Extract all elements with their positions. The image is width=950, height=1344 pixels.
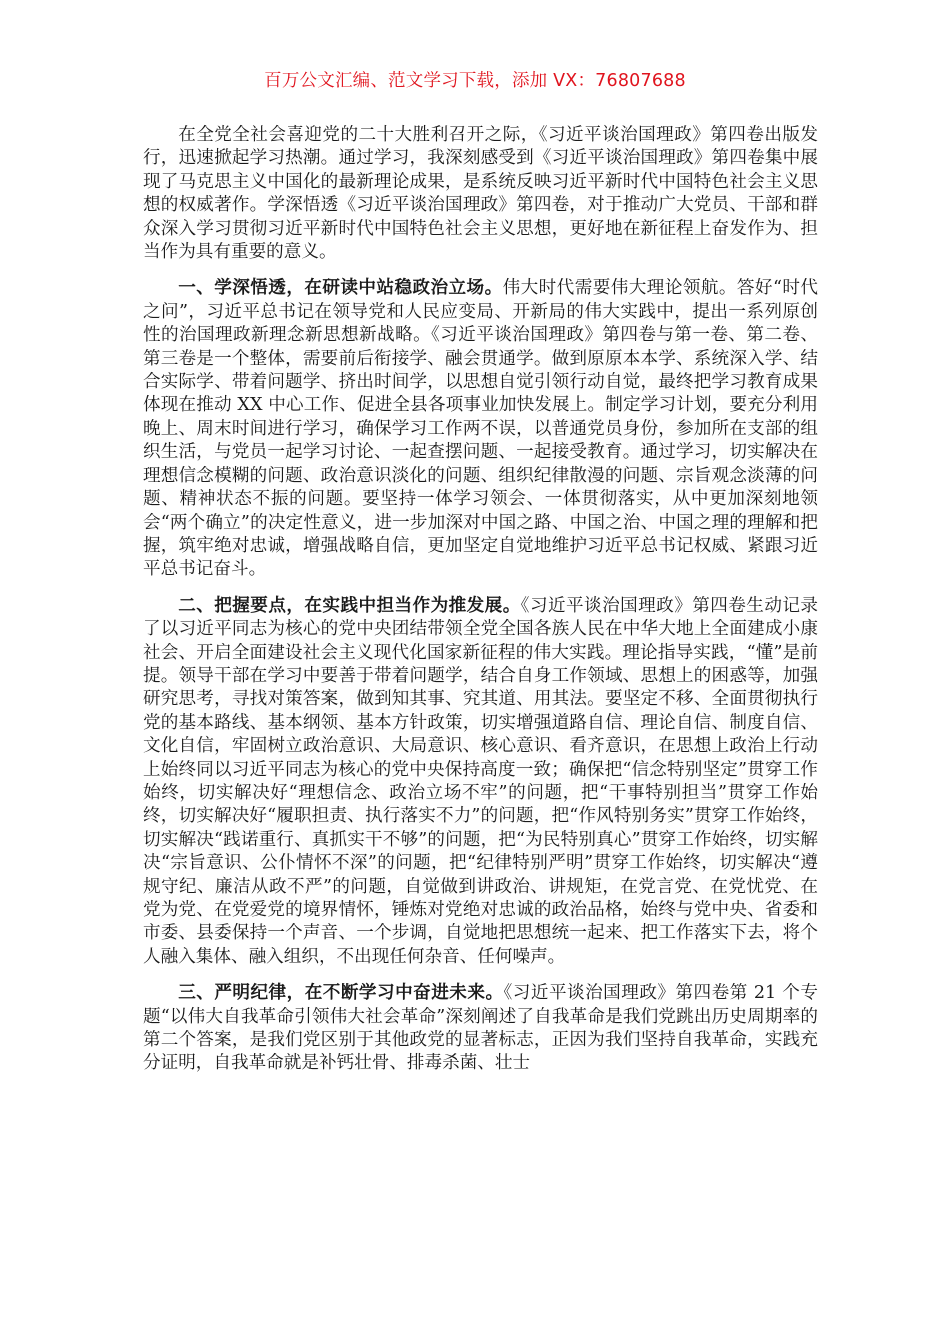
- section-one-paragraph: [143, 276, 818, 581]
- watermark-banner: 百万公文汇编、范文学习下载，添加 VX：76807688: [264, 71, 686, 91]
- section-two-paragraph: [143, 594, 818, 970]
- section-heading: 一、学深悟透，在研读中站稳政治立场。: [178, 277, 503, 299]
- intro-paragraph: [143, 124, 818, 264]
- paragraph-text: 《习近平谈治国理政》第四卷生动记录了以习近平同志为核心的党中央团结带领全党全国各族人民在中华大地上全面建成小康社会、开启全面建设社会主义现代化国家新征程的伟大实践。理论指导实践，“懂”是前提。领导干部在学习中要善于带着问题学，结合自身工作领域、思想上的困惑等，加强研究思考，寻找对策答案，做到知其事、究其道、用其法。要坚定不移、全面贯彻执行党的基本路线、基本纲领、基本方针政策，切实增强道路自信、理论自信、制度自信、文化自信，牢固树立政治意识、大局意识、核心意识、看齐意识，在思想上政治上行动上始终同以习近平同志为核心的党中央保持高度一致；确保把“信念特别坚定”贯穿工作始终，切实解决好“理想信念、政治立场不牢”的问题，把“干事特别担当”贯穿工作始终，切实解决好“履职担责、执行落实不力”的问题，把“作风特别务实”贯穿工作始终，切实解决“践诺重行、真抓实干不够”的问题，把“为民特别真心”贯穿工作始终，切实解决“宗旨意识、公仆情怀不深”的问题，把“纪律特别严明”贯穿工作始终，切实解决“遵规守纪、廉洁从政不严”的问题，自觉做到讲政治、讲规矩，在党言党、在党忧党、在党为党、在党爱党的境界情怀，锤炼对党绝对忠诚的政治品格，始终与党中央、省委和市委、县委保持一个声音、一个步调，自觉地把思想统一起来、把工作落实下去，将个人融入集体、融入组织，不出现任何杂音、任何噪声。: [143, 595, 818, 967]
- section-three-paragraph: [143, 981, 818, 1076]
- paragraph-text: 在全党全社会喜迎党的二十大胜利召开之际，《习近平谈治国理政》第四卷出版发行，迅速掀起学习热潮。通过学习，我深刻感受到《习近平谈治国理政》第四卷集中展现了马克思主义中国化的最新理论成果，是系统反映习近平新时代中国特色社会主义思想的权威著作。学深悟透《习近平谈治国理政》第四卷，对于推动广大党员、干部和群众深入学习贯彻习近平新时代中国特色社会主义思想，更好地在新征程上奋发作为、担当作为具有重要的意义。: [143, 125, 818, 263]
- section-heading: 三、严明纪律，在不断学习中奋进未来。: [178, 982, 504, 1004]
- section-heading: 二、把握要点，在实践中担当作为推发展。: [178, 594, 521, 616]
- paragraph-text: 伟大时代需要伟大理论领航。答好“时代之问”，习近平总书记在领导党和人民应变局、开新局的伟大实践中，提出一系列原创性的治国理政新理念新思想新战略。《习近平谈治国理政》第四卷与第一卷、第二卷、第三卷是一个整体，需要前后衔接学、融会贯通学。做到原原本本学、系统深入学、结合实际学、带着问题学、挤出时间学，以思想自觉引领行动自觉，最终把学习教育成果体现在推动 XX 中心工作、促进全县各项事业加快发展上。制定学习计划，要充分利用晚上、周末时间进行学习，确保学习工作两不误，以普通党员身份，参加所在支部的组织生活，与党员一起学习讨论、一起查摆问题、一起接受教育。通过学习，切实解决在理想信念模糊的问题、政治意识淡化的问题、组织纪律散漫的问题、宗旨观念淡薄的问题、精神状态不振的问题。要坚持一体学习领会、一体贯彻落实，从中更加深刻地领会“两个确立”的决定性意义，进一步加深对中国之路、中国之治、中国之理的理解和把握，筑牢绝对忠诚，增强战略自信，更加坚定自觉地维护习近平总书记权威、紧跟习近平总书记奋斗。: [143, 278, 818, 580]
- document-body: [143, 124, 818, 1088]
- paragraph-text: 《习近平谈治国理政》第四卷第 21 个专题“以伟大自我革命引领伟大社会革命”深刻阐述了自我革命是我们党跳出历史周期率的第二个答案，是我们党区别于其他政党的显著标志，正因为我们坚持自我革命，实践充分证明，自我革命就是补钙壮骨、排毒杀菌、壮士: [143, 983, 818, 1074]
